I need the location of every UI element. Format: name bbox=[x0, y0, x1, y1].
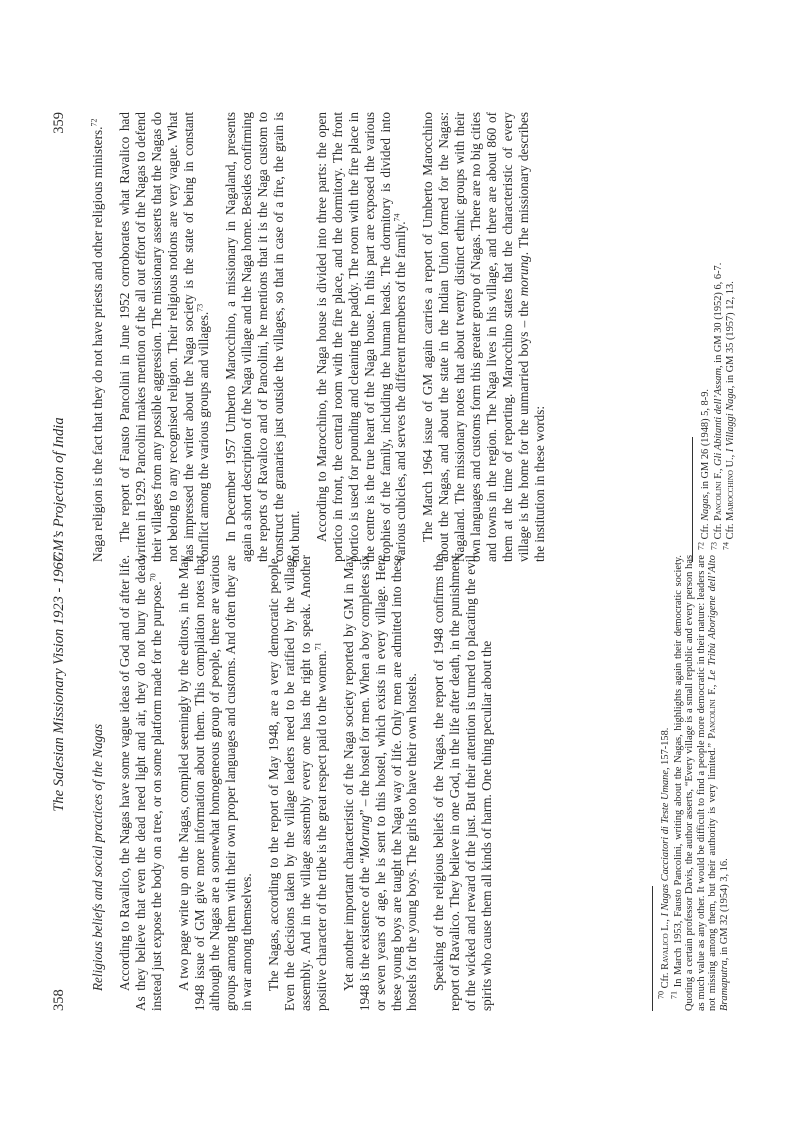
paragraph-marocchino-1957: In December 1957 Umberto Marocchino, a missionary in Nagaland, presents again a short description of the Naga village and the Naga home. Besides confirming the reports of Ravalico and of Pancolini, he mentions that it is the Naga custom to construct the granaries just outside the villages, so that in case of a fire, the grain is not burnt. bbox=[223, 112, 302, 562]
footnote-ref-71: 71 bbox=[313, 642, 323, 651]
footnote-71: $^{71}$ In March 1953, Fausto Pancolini, writing about the Nagas, highlights again their democratic society. Quoting a certain professor Davis, the author asserts, “Every village is a small republic and every person has as much value as any other. It would be difficult to find a people more democratic in their nature: leaders are not missing among them, but their authority is very limited.” Pancolini F., Le Tribù Aborigene dell’Alto Bramaputra, in GM 32 (1954) 3, 16. bbox=[669, 555, 730, 1011]
left-page bbox=[0, 555, 793, 1123]
paragraph-democratic-people: The Nagas, according to the report of May 1948, are a very democratic people. Even the decisions taken by the village leaders need to be ratified by the village assembly. And in the village assembly every one has the right to speak. Another positive character of the tribe is the great respect paid to the women.$^{71}$ bbox=[266, 555, 329, 1011]
paragraph-naga-house: According to Marocchino, the Naga house is divided into three parts: the open portico in front, the central room with the fire place, and the dormitory. The front portico is used for pounding and cleaning the paddy. The room with the fire place in the centre is the true heart of the Naga house. In this part are exposed the various trophies of the family, including the human heads. The dormitory is divided into various cubicles, and serves the different members of the family.$^{74}$ bbox=[313, 112, 409, 562]
footnote-ref-73: 73 bbox=[196, 303, 206, 312]
paragraph-march-1964: The March 1964 issue of GM again carries a report of Umberto Marocchino about the Nagas, and about the state in the Indian Union formed for the Nagas: Nagaland. The missionary notes that about twenty distinct ethnic groups with their own languages and customs form this greater group of Nagas. There are no big cities and towns in the region. The Naga lives in his village, and there are about 860 of them at the time of reporting. Marocchino states that the characteristic of every village is the home for the unmarried boys – the morung. The missionary describes the institution in these words: bbox=[420, 112, 547, 562]
paragraph-no-priests: Naga religion is the fact that they do not have priests and other religious ministers.$^{72}$ bbox=[89, 118, 105, 562]
footnote-ref-72: 72 bbox=[89, 118, 99, 127]
footnote-73: $^{73}$ Cfr. Pancolini F., Gli Abitanti dell’Assam, in GM 30 (1952) 6, 6-7. bbox=[709, 262, 724, 550]
paragraph-pancolini-1952: The report of Fausto Pancolini in June 1952 corroborates what Ravalico had written in 1929. Pancolini makes mention of the all out effort of the Nagas to defend their villages from any possible aggression. The missionary asserts that the Nagas do not belong to any recognised religion. Their religious notions are very vague. What has impressed the writer about the Naga society is the state of being in constant conflict among the various groups and villages.$^{73}$ bbox=[116, 112, 212, 562]
footnotes-left bbox=[656, 555, 732, 1011]
footnote-divider-left bbox=[652, 886, 653, 1011]
page-number-358: 358 bbox=[51, 989, 67, 1011]
footnotes-right bbox=[696, 112, 738, 562]
right-page-body bbox=[90, 112, 559, 562]
page-number-359: 359 bbox=[51, 112, 67, 134]
footnote-70: $^{70}$ Cfr. Ravalico L., I Nagas Cacciatori di Teste Umane, 157-158. bbox=[656, 727, 671, 999]
running-title-right: GM’s Projection of India bbox=[51, 417, 67, 562]
paragraph-religious-beliefs: Speaking of the religious beliefs of the Nagas, the report of 1948 confirms the report of Ravalico. They believe in one God, in the life after death, in the punishment of the wicked and reward of the just. But their attention is turned to placating the evil spirits who cause them all kinds of harm. One thing peculiar about the bbox=[431, 555, 495, 1011]
paragraph-morung-hostel: Yet another important characteristic of the Naga society reported by GM in May 1948 is the existence of the “Morung” – the hostel for men. When a boy completes six or seven years of age, he is sent to this hostel, which exists in every village. Here these young boys are taught the Naga way of life. Only men are admitted into these hostels for the young boys. The girls too have their own hostels. bbox=[340, 555, 420, 1011]
footnote-divider-right bbox=[692, 437, 693, 562]
footnote-74: $^{74}$ Cfr. Marocchino U., I Villaggi Naga, in GM 35 (1957) 12, 13. bbox=[721, 281, 737, 550]
footnote-ref-70: 70 bbox=[148, 573, 158, 582]
section-subheading: Religious beliefs and social practices of the Nagas bbox=[90, 723, 105, 991]
left-page-body bbox=[90, 555, 506, 1011]
footnote-ref-74: 74 bbox=[393, 213, 403, 222]
running-title-left: The Salesian Missionary Vision 1923 - 1967 bbox=[51, 555, 67, 812]
paragraph-ravalico: According to Ravalico, the Nagas have some vague ideas of God and of after life. As they believe that even the dead need light and air, they do not bury the dead, instead just expose the body on a tree, or on some platform made for the purpose.$^{70}$ bbox=[116, 555, 164, 1011]
footnote-72: $^{72}$ Cfr. Nagas, in GM 26 (1948) 5, 8-9. bbox=[696, 389, 711, 550]
right-page bbox=[0, 1, 793, 562]
paragraph-may-1948-write-up: A two page write up on the Nagas, compiled seemingly by the editors, in the May 1948 issue of GM give more information about them. This compilation notes that although the Nagas are a somewhat homogeneous group of people, there are various groups among them with their own proper languages and customs. And often they are in war among themselves. bbox=[175, 555, 255, 1011]
